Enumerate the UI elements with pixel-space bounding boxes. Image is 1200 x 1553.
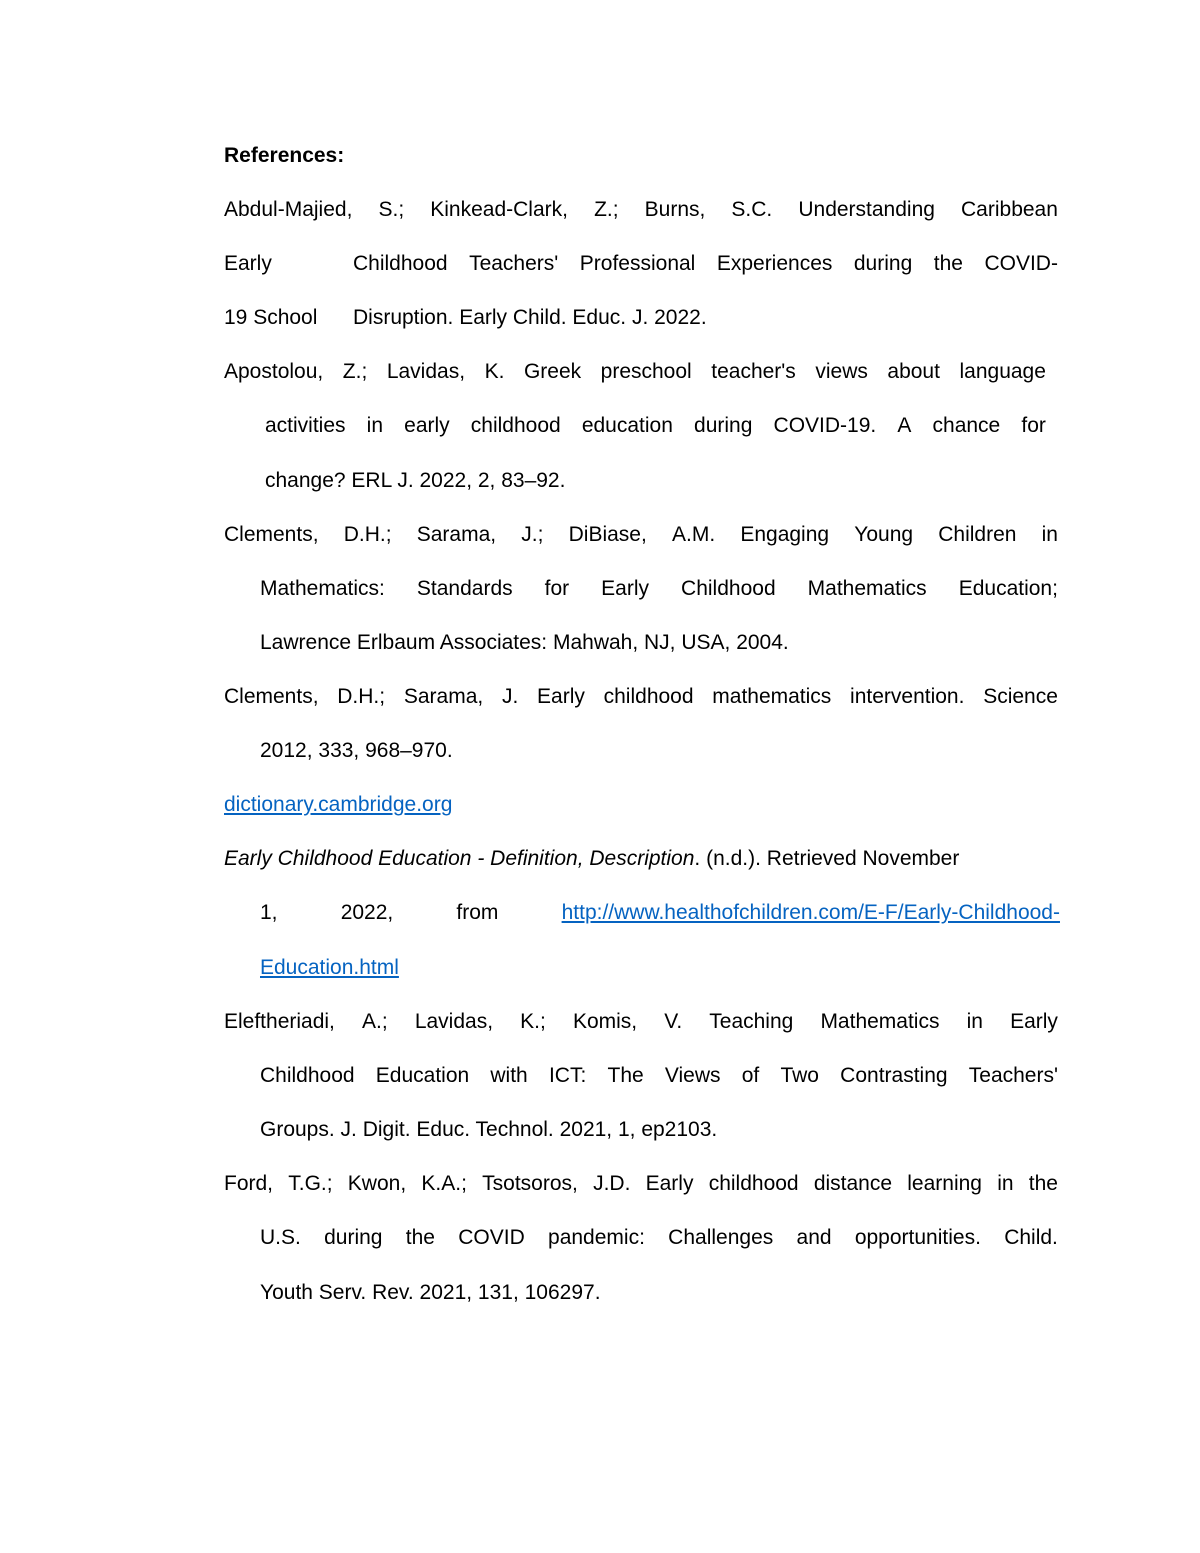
- references-heading: References:: [224, 144, 345, 167]
- ref3-line3: Lawrence Erlbaum Associates: Mahwah, NJ, USA, 2004.: [260, 631, 789, 654]
- ref1-line2: Childhood Teachers' Professional Experiences during the COVID-: [353, 252, 1058, 275]
- ref3-line2: Mathematics: Standards for Early Childhood Mathematics Education;: [260, 577, 1058, 600]
- ref7-line3: Groups. J. Digit. Educ. Technol. 2021, 1, ep2103.: [260, 1118, 718, 1141]
- ref8-line3: Youth Serv. Rev. 2021, 131, 106297.: [260, 1281, 601, 1304]
- ref4-line1: Clements, D.H.; Sarama, J. Early childhood mathematics intervention. Science: [224, 685, 1058, 708]
- ref2-line3: change? ERL J. 2022, 2, 83–92.: [265, 469, 566, 492]
- ref7-line1: Eleftheriadi, A.; Lavidas, K.; Komis, V. Teaching Mathematics in Early: [224, 1010, 1058, 1033]
- ref1-line1: Abdul-Majied, S.; Kinkead-Clark, Z.; Burns, S.C. Understanding Caribbean: [224, 198, 1058, 221]
- ref7-line2: Childhood Education with ICT: The Views of Two Contrasting Teachers': [260, 1064, 1058, 1087]
- ref8-line1: Ford, T.G.; Kwon, K.A.; Tsotsoros, J.D. Early childhood distance learning in the: [224, 1172, 1058, 1195]
- ref2-line2: activities in early childhood education during COVID-19. A chance for: [265, 414, 1046, 437]
- ref2-line1: Apostolou, Z.; Lavidas, K. Greek preschool teacher's views about language: [224, 360, 1046, 383]
- ref1-line2-start: Early: [224, 252, 272, 275]
- ref6-line1: Early Childhood Education - Definition, Description. (n.d.). Retrieved November: [224, 847, 960, 870]
- ref8-line2: U.S. during the COVID pandemic: Challenges and opportunities. Child.: [260, 1226, 1058, 1249]
- healthofchildren-link-continued[interactable]: Education.html: [260, 956, 399, 979]
- ref1-line3: Disruption. Early Child. Educ. J. 2022.: [353, 306, 707, 329]
- ref1-line3-start: 19 School: [224, 306, 318, 329]
- ref3-line1: Clements, D.H.; Sarama, J.; DiBiase, A.M. Engaging Young Children in: [224, 523, 1058, 546]
- ref4-line2: 2012, 333, 968–970.: [260, 739, 453, 762]
- cambridge-dictionary-link[interactable]: dictionary.cambridge.org: [224, 793, 453, 816]
- ref6-title: Early Childhood Education - Definition, Description: [224, 847, 695, 870]
- ref6-line2: 1, 2022, from http://www.healthofchildren.com/E-F/Early-Childhood-: [260, 899, 1060, 927]
- healthofchildren-link[interactable]: http://www.healthofchildren.com/E-F/Early-Childhood-: [561, 901, 1060, 924]
